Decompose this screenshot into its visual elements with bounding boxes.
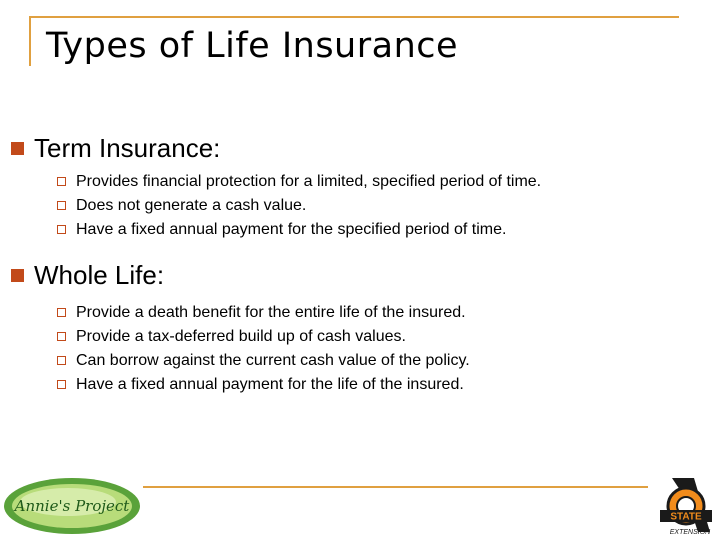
list-item-text: Provide a death benefit for the entire life of the insured. — [76, 304, 466, 321]
box-bullet-icon — [57, 201, 68, 212]
list-item — [10, 194, 541, 218]
bullet-list — [10, 301, 470, 397]
title-frame-left-line — [29, 16, 31, 66]
box-bullet-icon — [57, 356, 68, 367]
osu-logo-state-text: STATE — [670, 511, 702, 523]
list-item — [10, 325, 470, 349]
list-item-text: Provide a tax-deferred build up of cash values. — [76, 328, 406, 345]
slide-title: Types of Life Insurance — [46, 26, 459, 66]
box-bullet-icon — [57, 308, 68, 319]
box-bullet-icon — [57, 380, 68, 391]
section-heading: Term Insurance: — [34, 133, 221, 163]
list-item-text: Provides financial protection for a limited, specified period of time. — [76, 173, 542, 190]
osu-logo-extension-text: EXTENSION — [669, 529, 711, 536]
section-term-insurance — [10, 132, 541, 242]
box-bullet-icon — [57, 177, 68, 188]
list-item-text: Have a fixed annual payment for the life of the insured. — [76, 376, 464, 393]
annies-project-logo-icon — [2, 476, 142, 536]
list-item-text: Have a fixed annual payment for the specified period of time. — [76, 221, 507, 238]
osu-extension-logo-icon — [654, 472, 718, 538]
section-heading: Whole Life: — [34, 260, 165, 290]
section-heading-row — [10, 259, 470, 291]
square-bullet-icon — [11, 269, 24, 282]
list-item — [10, 170, 541, 194]
box-bullet-icon — [57, 332, 68, 343]
title-frame-top-line — [29, 16, 679, 18]
annies-project-logo-text: Annie's Project — [14, 497, 130, 515]
list-item-text: Does not generate a cash value. — [76, 197, 307, 214]
list-item-text: Can borrow against the current cash value of the policy. — [76, 352, 470, 369]
list-item — [10, 218, 541, 242]
footer-divider — [143, 486, 648, 488]
section-heading-row — [10, 132, 541, 164]
list-item — [10, 349, 470, 373]
bullet-list — [10, 170, 541, 242]
square-bullet-icon — [11, 142, 24, 155]
box-bullet-icon — [57, 225, 68, 236]
section-whole-life — [10, 259, 470, 397]
list-item — [10, 373, 470, 397]
list-item — [10, 301, 470, 325]
